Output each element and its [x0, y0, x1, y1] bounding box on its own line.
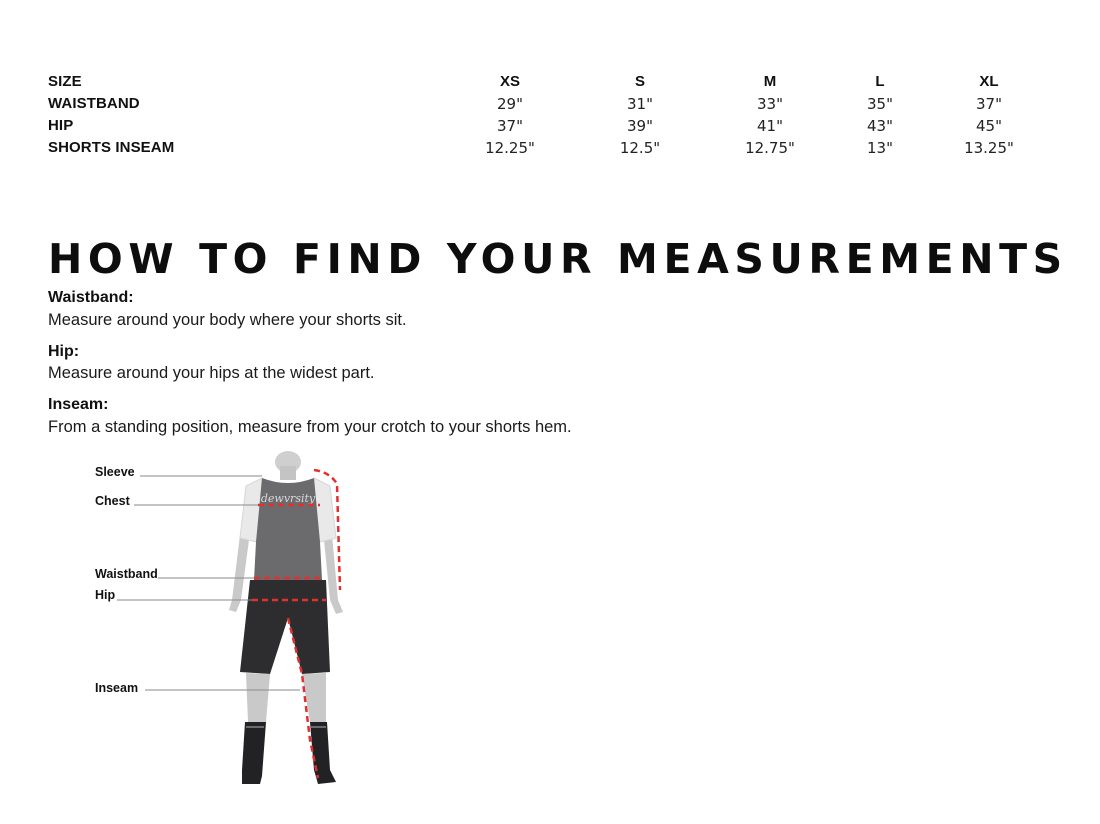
- hip-instruction: Measure around your hips at the widest part.: [48, 364, 375, 382]
- size-chart-table: [0, 0, 1100, 170]
- table-cell: 12.75": [745, 139, 795, 157]
- waistband-title: Waistband:: [48, 289, 134, 306]
- inseam-label: Inseam: [95, 681, 139, 695]
- table-cell: 41": [757, 117, 783, 135]
- hip-label: Hip: [95, 588, 116, 602]
- table-row-waistband: [0, 93, 1100, 115]
- chest-label: Chest: [95, 494, 130, 508]
- inseam-instruction: From a standing position, measure from your crotch to your shorts hem.: [48, 418, 572, 436]
- table-cell: 37": [497, 117, 523, 135]
- size-header-label: SIZE: [48, 73, 82, 90]
- table-row-hip: [0, 115, 1100, 137]
- waistband-instruction: Measure around your body where your shorts sit.: [48, 311, 407, 329]
- table-cell: 29": [497, 95, 523, 113]
- table-cell: 37": [976, 95, 1002, 113]
- size-xs-header: XS: [499, 73, 520, 90]
- table-cell: 12.25": [485, 139, 535, 157]
- measurement-diagram: [0, 440, 420, 824]
- size-l-header: L: [875, 73, 885, 90]
- row-label-shorts-inseam: SHORTS INSEAM: [48, 139, 175, 156]
- mannequin-figure: [0, 440, 420, 824]
- row-label-waistband: WAISTBAND: [48, 95, 140, 112]
- sleeve-label: Sleeve: [95, 465, 135, 479]
- size-xl-header: XL: [979, 73, 999, 90]
- table-cell: 45": [976, 117, 1002, 135]
- waistband-label: Waistband: [95, 567, 158, 581]
- size-m-header: M: [763, 73, 777, 90]
- table-cell: 43": [867, 117, 893, 135]
- table-cell: 35": [867, 95, 893, 113]
- table-cell: 33": [757, 95, 783, 113]
- table-cell: 13.25": [964, 139, 1014, 157]
- right-sock: [310, 722, 336, 784]
- table-row-shorts-inseam: [0, 137, 1100, 159]
- table-cell: 31": [627, 95, 653, 113]
- shirt-print: dewvrsity: [260, 492, 316, 505]
- shorts: [240, 580, 330, 674]
- measurements-heading: HOW TO FIND YOUR MEASUREMENTS: [48, 235, 1068, 283]
- inseam-title: Inseam:: [48, 396, 109, 413]
- table-cell: 12.5": [619, 139, 661, 157]
- size-header-row: [0, 71, 1100, 93]
- left-leg: [246, 673, 270, 722]
- table-cell: 39": [627, 117, 653, 135]
- size-s-header: S: [634, 73, 645, 90]
- row-label-hip: HIP: [48, 117, 74, 134]
- hip-title: Hip:: [48, 343, 80, 360]
- table-cell: 13": [867, 139, 893, 157]
- left-sock: [242, 722, 266, 784]
